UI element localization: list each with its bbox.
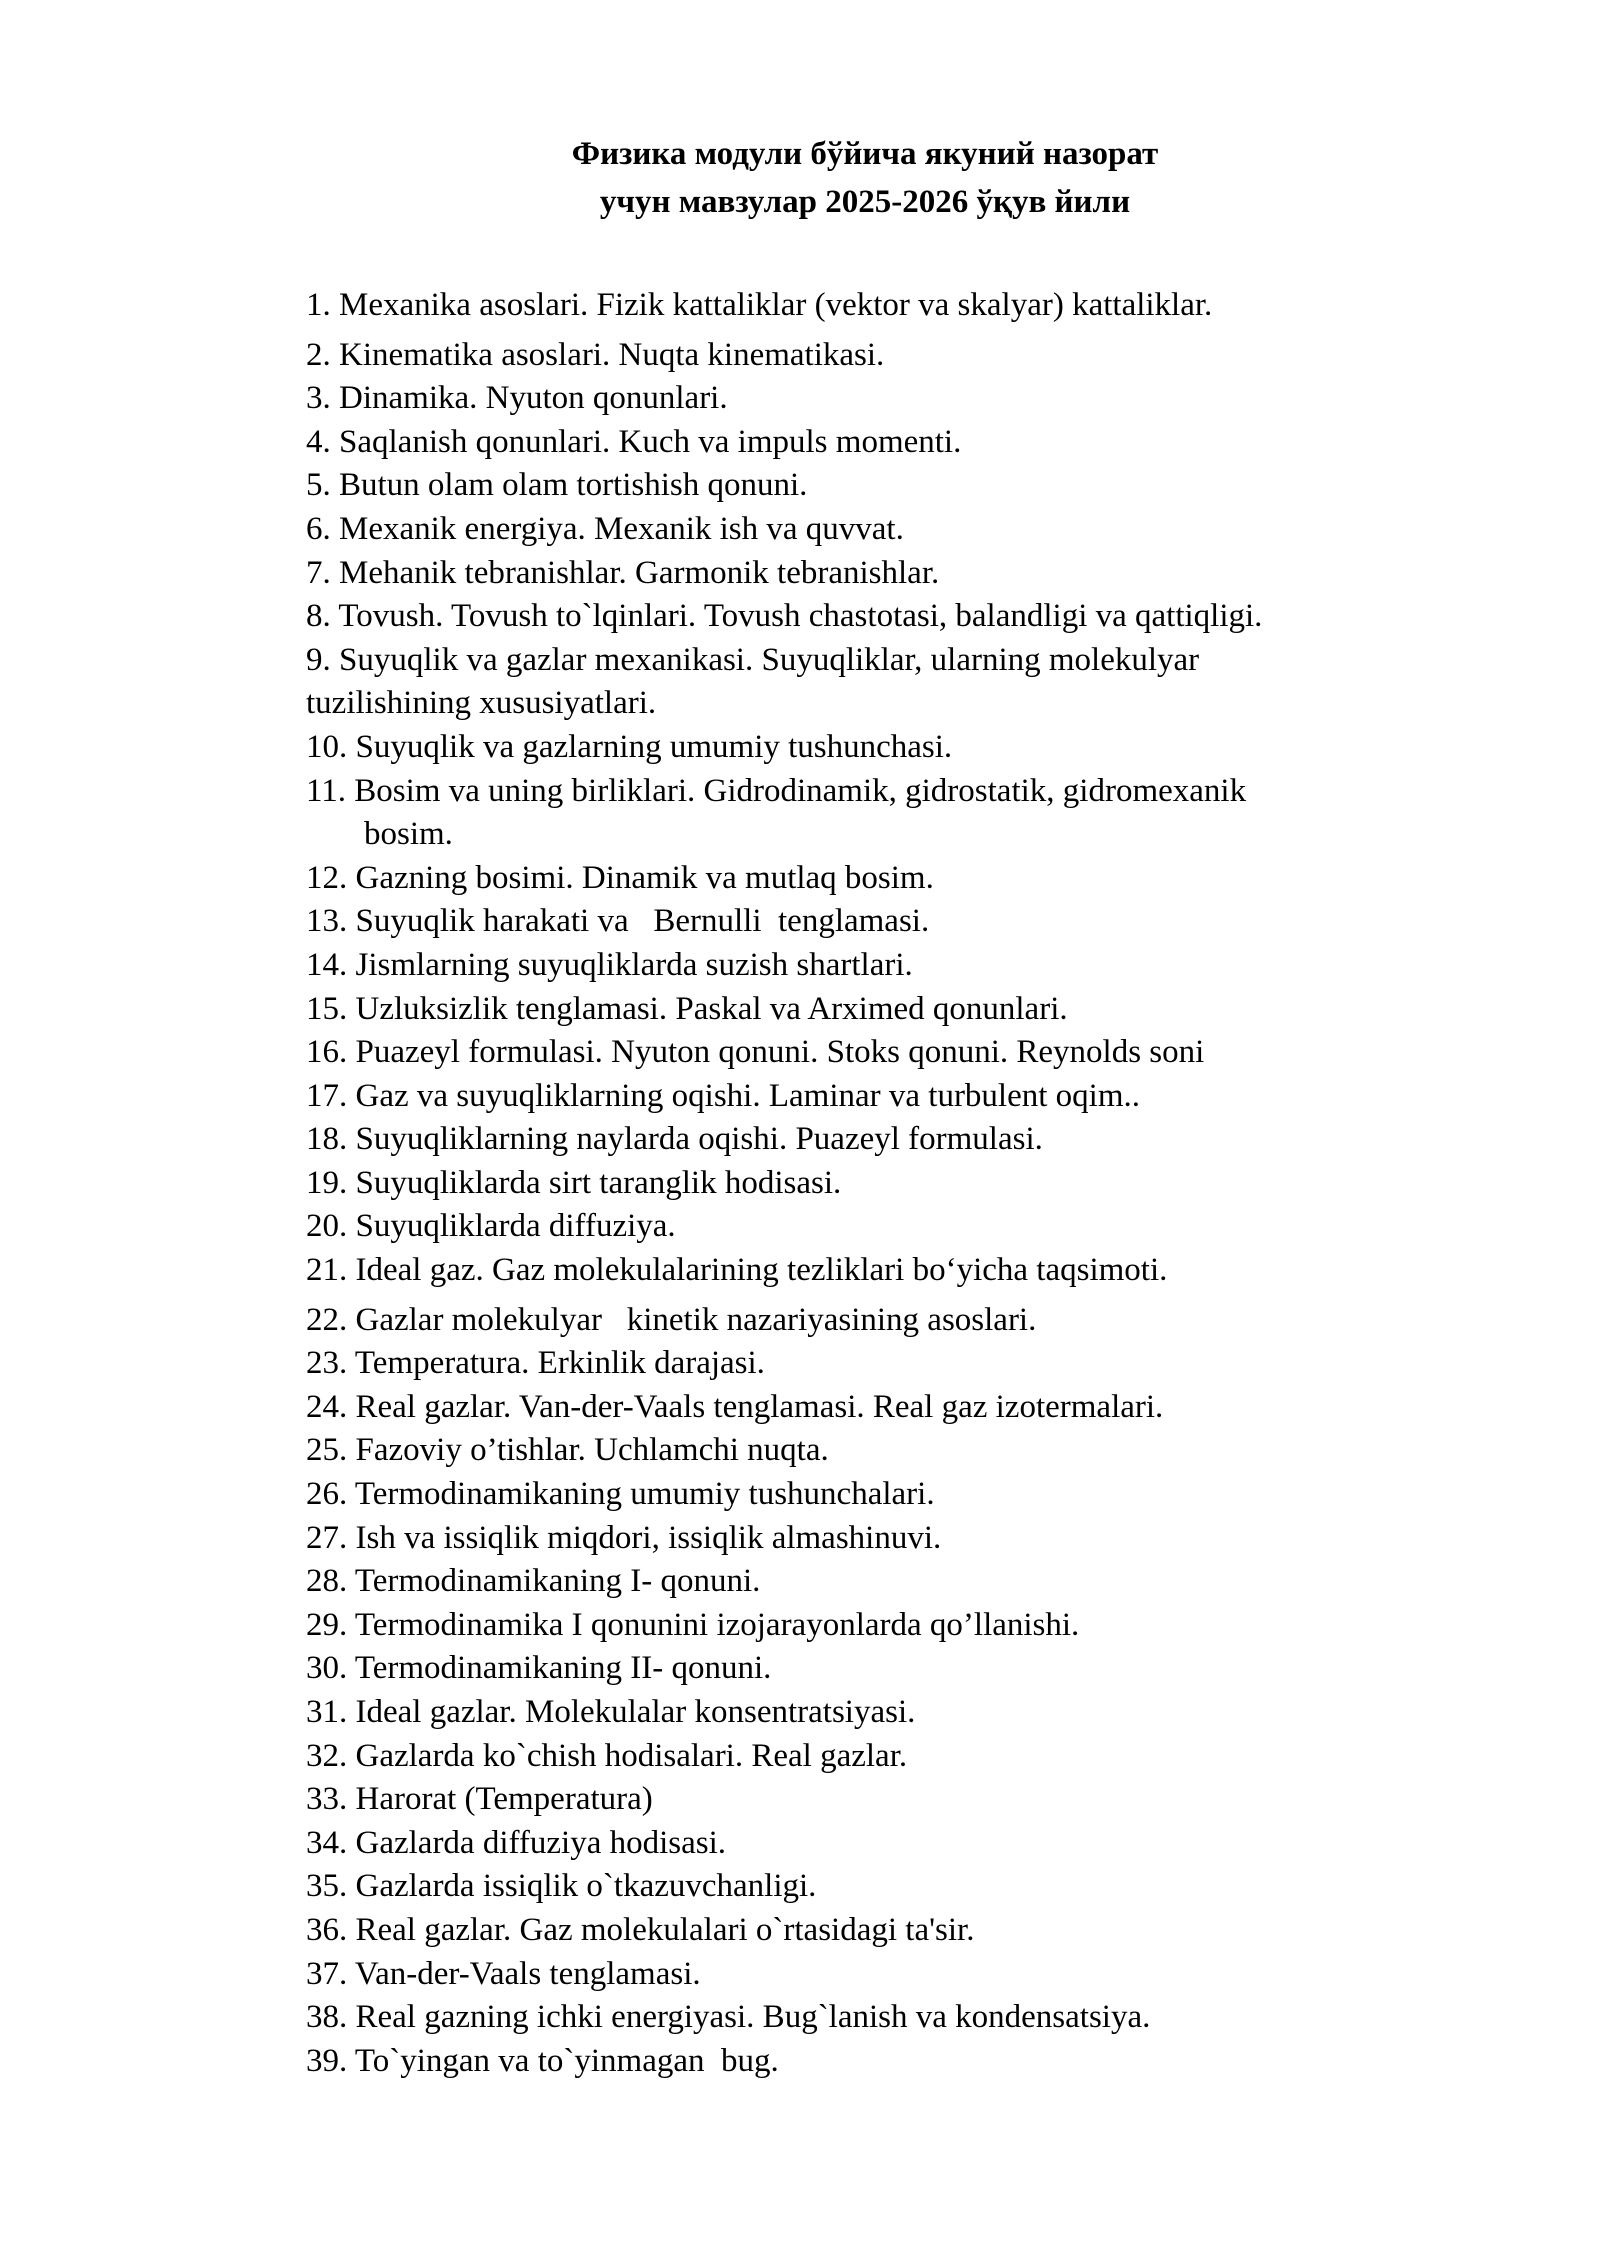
topic-item: 5. Butun olam olam tortishish qonuni. xyxy=(306,467,808,504)
topic-item: 27. Ish va issiqlik miqdori, issiqlik almashinuvi. xyxy=(306,1519,942,1556)
topic-item: 4. Saqlanish qonunlari. Kuch va impuls momenti. xyxy=(306,423,962,460)
topic-item: 24. Real gazlar. Van-der-Vaals tenglamasi. Real gaz izotermalari. xyxy=(306,1388,1164,1425)
topic-item-continuation: tuzilishining xususiyatlari. xyxy=(306,685,657,722)
topic-item: 9. Suyuqlik va gazlar mexanikasi. Suyuqliklar, ularning molekulyar xyxy=(306,641,1200,678)
topic-item: 20. Suyuqliklarda diffuziya. xyxy=(306,1208,676,1245)
topic-item: 7. Mehanik tebranishlar. Garmonik tebranishlar. xyxy=(306,554,940,591)
topic-item: 28. Termodinamikaning I- qonuni. xyxy=(306,1563,761,1600)
topic-item-continuation: bosim. xyxy=(364,816,453,853)
topic-item: 30. Termodinamikaning II- qonuni. xyxy=(306,1650,772,1687)
topic-item: 23. Temperatura. Erkinlik darajasi. xyxy=(306,1345,765,1382)
topic-item: 37. Van-der-Vaals tenglamasi. xyxy=(306,1955,701,1992)
title-line-2: учун мавзулар 2025-2026 ўқув йили xyxy=(599,184,1131,220)
document-title xyxy=(0,130,1600,226)
topic-item: 22. Gazlar molekulyar kinetik nazariyasining asoslari. xyxy=(306,1301,1037,1338)
topic-item: 26. Termodinamikaning umumiy tushunchalari. xyxy=(306,1476,935,1513)
topic-item: 36. Real gazlar. Gaz molekulalari o`rtasidagi ta'sir. xyxy=(306,1911,975,1948)
topic-item: 8. Tovush. Tovush to`lqinlari. Tovush chastotasi, balandligi va qattiqligi. xyxy=(306,598,1263,635)
topic-item: 11. Bosim va uning birliklari. Gidrodinamik, gidrostatik, gidromexanik xyxy=(306,772,1247,809)
topic-item: 29. Termodinamika I qonunini izojarayonlarda qo’llanishi. xyxy=(306,1606,1080,1643)
topic-item: 34. Gazlarda diffuziya hodisasi. xyxy=(306,1824,727,1861)
topic-item: 15. Uzluksizlik tenglamasi. Paskal va Arximed qonunlari. xyxy=(306,990,1068,1027)
topic-list xyxy=(306,284,1446,2083)
topic-item: 32. Gazlarda ko`chish hodisalari. Real gazlar. xyxy=(306,1737,908,1774)
topic-item: 35. Gazlarda issiqlik o`tkazuvchanligi. xyxy=(306,1868,817,1905)
topic-item: 31. Ideal gazlar. Molekulalar konsentratsiyasi. xyxy=(306,1694,916,1730)
topic-item: 14. Jismlarning suyuqliklarda suzish shartlari. xyxy=(306,946,913,983)
topic-item: 3. Dinamika. Nyuton qonunlari. xyxy=(306,380,728,417)
topic-item: 13. Suyuqlik harakati va Bernulli tenglamasi. xyxy=(306,903,930,940)
topic-item: 17. Gaz va suyuqliklarning oqishi. Laminar va turbulent oqim.. xyxy=(306,1077,1141,1114)
topic-item: 12. Gazning bosimi. Dinamik va mutlaq bosim. xyxy=(306,859,934,896)
topic-item: 38. Real gazning ichki energiyasi. Bug`lanish va kondensatsiya. xyxy=(306,1999,1151,2036)
topic-item: 33. Harorat (Temperatura) xyxy=(306,1781,653,1818)
topic-item: 2. Kinematika asoslari. Nuqta kinematikasi. xyxy=(306,336,885,373)
topic-item: 6. Mexanik energiya. Mexanik ish va quvvat. xyxy=(306,510,904,547)
topic-item: 10. Suyuqlik va gazlarning umumiy tushunchasi. xyxy=(306,728,953,765)
topic-item: 1. Mexanika asoslari. Fizik kattaliklar (vektor va skalyar) kattaliklar. xyxy=(306,287,1213,323)
topic-item: 16. Puazeyl formulasi. Nyuton qonuni. Stoks qonuni. Reynolds soni xyxy=(306,1034,1205,1071)
title-line-1: Физика модули бўйича якуний назорат xyxy=(571,136,1159,172)
topic-item: 18. Suyuqliklarning naylarda oqishi. Puazeyl formulasi. xyxy=(306,1121,1043,1158)
topic-item: 19. Suyuqliklarda sirt taranglik hodisasi. xyxy=(306,1164,842,1201)
topic-item: 25. Fazoviy o’tishlar. Uchlamchi nuqta. xyxy=(306,1432,829,1469)
topic-item: 39. To`yingan va to`yinmagan bug. xyxy=(306,2042,779,2079)
topic-item: 21. Ideal gaz. Gaz molekulalarining tezliklari bo‘yicha taqsimoti. xyxy=(306,1252,1168,1289)
